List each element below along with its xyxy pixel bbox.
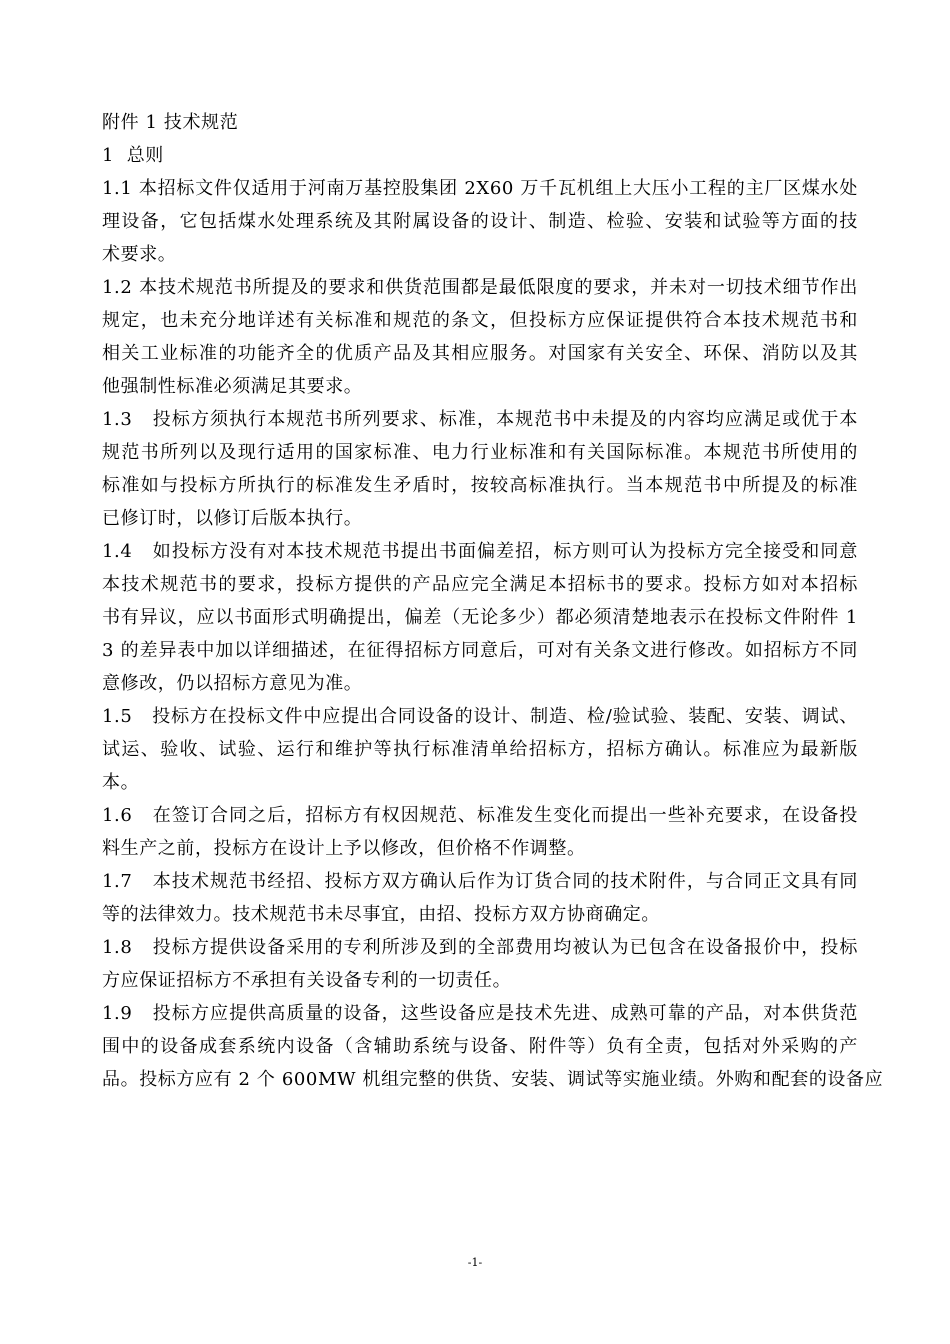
document-heading: 附件 1 技术规范 xyxy=(102,112,239,133)
text-line: 3 的差异表中加以详细描述，在征得招标方同意后，可对有关条文进行修改。如招标方不同 xyxy=(102,640,858,661)
text-line: 1.6 在签订合同之后，招标方有权因规范、标准发生变化而提出一些补充要求，在设备投 xyxy=(102,805,858,826)
text-line: 已修订时，以修订后版本执行。 xyxy=(102,508,363,529)
text-line: 1.9 投标方应提供高质量的设备，这些设备应是技术先进、成熟可靠的产品，对本供货范 xyxy=(102,1003,858,1024)
text-line: 标准如与投标方所执行的标准发生矛盾时，按较高标准执行。当本规范书中所提及的标准 xyxy=(102,475,858,496)
text-line: 本。 xyxy=(102,772,140,793)
text-line: 料生产之前，投标方在设计上予以修改，但价格不作调整。 xyxy=(102,838,586,859)
text-line: 术要求。 xyxy=(102,244,177,265)
text-line: 1.2 本技术规范书所提及的要求和供货范围都是最低限度的要求，并未对一切技术细节作出 xyxy=(102,277,858,298)
text-line: 规定，也未充分地详述有关标准和规范的条文，但投标方应保证提供符合本技术规范书和 xyxy=(102,310,858,331)
text-line: 意修改，仍以招标方意见为准。 xyxy=(102,673,363,694)
text-line: 方应保证招标方不承担有关设备专利的一切责任。 xyxy=(102,970,512,991)
text-line: 相关工业标准的功能齐全的优质产品及其相应服务。对国家有关安全、环保、消防以及其 xyxy=(102,343,858,364)
section-title: 1 总则 xyxy=(102,145,164,166)
text-line: 书有异议，应以书面形式明确提出，偏差（无论多少）都必须清楚地表示在投标文件附件 1 xyxy=(102,607,858,628)
text-line: 1.7 本技术规范书经招、投标方双方确认后作为订货合同的技术附件，与合同正文具有同 xyxy=(102,871,858,892)
text-line: 1.5 投标方在投标文件中应提出合同设备的设计、制造、检/验试验、装配、安装、调试、 xyxy=(102,706,858,727)
text-line: 理设备，它包括煤水处理系统及其附属设备的设计、制造、检验、安装和试验等方面的技 xyxy=(102,211,858,232)
text-line: 1.8 投标方提供设备采用的专利所涉及到的全部费用均被认为已包含在设备报价中，投标 xyxy=(102,937,858,958)
text-line: 1.1 本招标文件仅适用于河南万基控股集团 2X60 万千瓦机组上大压小工程的主厂区煤水处 xyxy=(102,178,858,199)
document-body xyxy=(102,106,884,1096)
text-line: 1.3 投标方须执行本规范书所列要求、标准，本规范书中未提及的内容均应满足或优于本 xyxy=(102,409,858,430)
text-line: 围中的设备成套系统内设备（含辅助系统与设备、附件等）负有全责，包括对外采购的产 xyxy=(102,1036,858,1057)
text-line: 试运、验收、试验、运行和维护等执行标准清单给招标方，招标方确认。标准应为最新版 xyxy=(102,739,858,760)
page-number: -1- xyxy=(467,1256,483,1269)
text-line: 1.4 如投标方没有对本技术规范书提出书面偏差招，标方则可认为投标方完全接受和同意 xyxy=(102,541,858,562)
text-line: 品。投标方应有 2 个 600MW 机组完整的供货、安装、调试等实施业绩。外购和配套的设备应 xyxy=(102,1069,884,1090)
text-line: 规范书所列以及现行适用的国家标准、电力行业标准和有关国际标准。本规范书所使用的 xyxy=(102,442,858,463)
text-line: 他强制性标准必须满足其要求。 xyxy=(102,376,363,397)
text-line: 本技术规范书的要求，投标方提供的产品应完全满足本招标书的要求。投标方如对本招标 xyxy=(102,574,858,595)
text-line: 等的法律效力。技术规范书未尽事宜，由招、投标方双方协商确定。 xyxy=(102,904,660,925)
